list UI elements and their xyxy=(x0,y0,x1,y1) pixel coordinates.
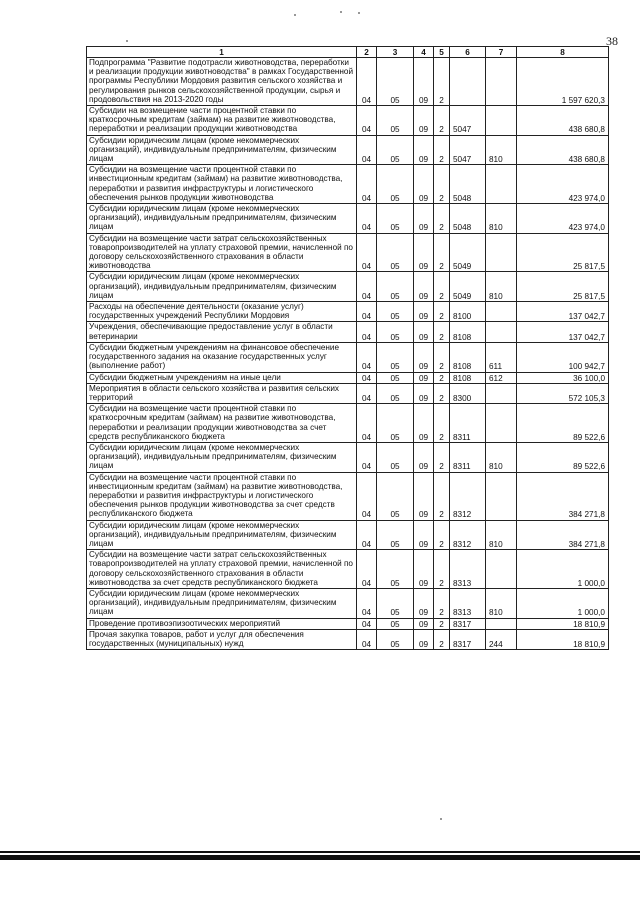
code-cell-c4: 09 xyxy=(414,135,434,165)
code-cell-c7 xyxy=(486,233,517,272)
code-cell-c4: 09 xyxy=(414,629,434,649)
code-cell-c2: 04 xyxy=(357,135,377,165)
code-cell-c7 xyxy=(486,550,517,589)
col-header: 8 xyxy=(517,47,609,58)
code-cell-c3: 05 xyxy=(377,442,414,472)
code-cell-c6: 8313 xyxy=(450,588,486,618)
code-cell-c2: 04 xyxy=(357,106,377,136)
code-cell-c7: 810 xyxy=(486,272,517,302)
table-row xyxy=(87,106,609,136)
row-name: Субсидии юридическим лицам (кроме некоммерческих организаций), индивидуальным предпринимателям, физическим лицам xyxy=(87,135,357,165)
table-row xyxy=(87,233,609,272)
code-cell-c5: 2 xyxy=(434,520,450,550)
code-cell-c2: 04 xyxy=(357,520,377,550)
row-name: Мероприятия в области сельского хозяйства и развития сельских территорий xyxy=(87,383,357,403)
table-row xyxy=(87,520,609,550)
code-cell-c3: 05 xyxy=(377,233,414,272)
code-cell-c6: 8312 xyxy=(450,472,486,520)
row-name: Субсидии на возмещение части процентной ставки по инвестиционным кредитам (займам) на развитие животноводства, переработки и развития инфраструктуры и логистического обеспечения рынков продукции животноводства за счет средств республиканского бюджета xyxy=(87,472,357,520)
code-cell-c3: 05 xyxy=(377,588,414,618)
code-cell-c6: 5047 xyxy=(450,135,486,165)
amount-cell: 36 100,0 xyxy=(517,372,609,383)
code-cell-c3: 05 xyxy=(377,472,414,520)
code-cell-c5: 2 xyxy=(434,233,450,272)
row-name: Субсидии бюджетным учреждениям на финансовое обеспечение государственного задания на оказание государственных услуг (выполнение работ) xyxy=(87,342,357,372)
table-row xyxy=(87,550,609,589)
col-header: 3 xyxy=(377,47,414,58)
code-cell-c6: 8108 xyxy=(450,342,486,372)
code-cell-c6: 8100 xyxy=(450,302,486,322)
row-name: Субсидии юридическим лицам (кроме некоммерческих организаций), индивидуальным предпринимателям, физическим лицам xyxy=(87,520,357,550)
code-cell-c5: 2 xyxy=(434,58,450,106)
code-cell-c5: 2 xyxy=(434,550,450,589)
code-cell-c4: 09 xyxy=(414,588,434,618)
code-cell-c4: 09 xyxy=(414,58,434,106)
code-cell-c7: 810 xyxy=(486,520,517,550)
code-cell-c3: 05 xyxy=(377,106,414,136)
table-row xyxy=(87,404,609,443)
col-header: 2 xyxy=(357,47,377,58)
code-cell-c4: 09 xyxy=(414,442,434,472)
code-cell-c2: 04 xyxy=(357,342,377,372)
amount-cell: 423 974,0 xyxy=(517,165,609,204)
code-cell-c3: 05 xyxy=(377,383,414,403)
code-cell-c7 xyxy=(486,58,517,106)
code-cell-c3: 05 xyxy=(377,135,414,165)
code-cell-c4: 09 xyxy=(414,322,434,342)
code-cell-c7: 810 xyxy=(486,588,517,618)
row-name: Субсидии на возмещение части процентной ставки по краткосрочным кредитам (займам) на развитие животноводства, переработки и реализации продукции животноводства за счет средств республиканского бюджета xyxy=(87,404,357,443)
col-header: 1 xyxy=(87,47,357,58)
code-cell-c6: 5049 xyxy=(450,272,486,302)
code-cell-c2: 04 xyxy=(357,322,377,342)
page-bottom-rule xyxy=(0,851,640,853)
code-cell-c2: 04 xyxy=(357,550,377,589)
code-cell-c3: 05 xyxy=(377,629,414,649)
amount-cell: 572 105,3 xyxy=(517,383,609,403)
code-cell-c2: 04 xyxy=(357,58,377,106)
table-body xyxy=(87,58,609,650)
table-row xyxy=(87,58,609,106)
page-bottom-rule xyxy=(0,855,640,860)
table-row xyxy=(87,618,609,629)
row-name: Субсидии юридическим лицам (кроме некоммерческих организаций), индивидуальным предпринимателям, физическим лицам xyxy=(87,272,357,302)
row-name: Субсидии бюджетным учреждениям на иные цели xyxy=(87,372,357,383)
col-header: 6 xyxy=(450,47,486,58)
code-cell-c2: 04 xyxy=(357,383,377,403)
table-row xyxy=(87,272,609,302)
code-cell-c6: 8317 xyxy=(450,618,486,629)
row-name: Субсидии юридическим лицам (кроме некоммерческих организаций), индивидуальным предпринимателям, физическим лицам xyxy=(87,588,357,618)
code-cell-c3: 05 xyxy=(377,302,414,322)
code-cell-c6: 8108 xyxy=(450,322,486,342)
table-row xyxy=(87,322,609,342)
amount-cell: 18 810,9 xyxy=(517,629,609,649)
amount-cell: 438 680,8 xyxy=(517,135,609,165)
code-cell-c2: 04 xyxy=(357,233,377,272)
amount-cell: 438 680,8 xyxy=(517,106,609,136)
code-cell-c4: 09 xyxy=(414,233,434,272)
code-cell-c7 xyxy=(486,322,517,342)
code-cell-c7: 810 xyxy=(486,135,517,165)
code-cell-c5: 2 xyxy=(434,629,450,649)
code-cell-c5: 2 xyxy=(434,135,450,165)
row-name: Субсидии на возмещение части процентной ставки по инвестиционным кредитам (займам) на развитие животноводства, переработки и развития инфраструктуры и логистического обеспечения рынков продукции животноводства xyxy=(87,165,357,204)
amount-cell: 137 042,7 xyxy=(517,322,609,342)
code-cell-c6: 5048 xyxy=(450,204,486,234)
code-cell-c2: 04 xyxy=(357,165,377,204)
code-cell-c2: 04 xyxy=(357,404,377,443)
code-cell-c5: 2 xyxy=(434,383,450,403)
code-cell-c3: 05 xyxy=(377,204,414,234)
code-cell-c3: 05 xyxy=(377,58,414,106)
amount-cell: 25 817,5 xyxy=(517,272,609,302)
code-cell-c6: 8300 xyxy=(450,383,486,403)
code-cell-c7: 611 xyxy=(486,342,517,372)
amount-cell: 137 042,7 xyxy=(517,302,609,322)
code-cell-c7 xyxy=(486,383,517,403)
code-cell-c4: 09 xyxy=(414,472,434,520)
code-cell-c5: 2 xyxy=(434,165,450,204)
code-cell-c7: 810 xyxy=(486,204,517,234)
code-cell-c2: 04 xyxy=(357,442,377,472)
code-cell-c4: 09 xyxy=(414,342,434,372)
amount-cell: 18 810,9 xyxy=(517,618,609,629)
table-row xyxy=(87,383,609,403)
table-row xyxy=(87,165,609,204)
table-row xyxy=(87,629,609,649)
code-cell-c3: 05 xyxy=(377,618,414,629)
code-cell-c7: 810 xyxy=(486,442,517,472)
code-cell-c2: 04 xyxy=(357,629,377,649)
scan-speck xyxy=(358,12,360,14)
budget-table xyxy=(86,46,609,650)
code-cell-c3: 05 xyxy=(377,550,414,589)
row-name: Субсидии юридическим лицам (кроме некоммерческих организаций), индивидуальным предпринимателям, физическим лицам xyxy=(87,442,357,472)
scan-speck xyxy=(294,14,296,16)
code-cell-c7 xyxy=(486,302,517,322)
code-cell-c6: 8311 xyxy=(450,442,486,472)
code-cell-c4: 09 xyxy=(414,106,434,136)
table-row xyxy=(87,204,609,234)
code-cell-c5: 2 xyxy=(434,442,450,472)
row-name: Прочая закупка товаров, работ и услуг для обеспечения государственных (муниципальных) нужд xyxy=(87,629,357,649)
table-row xyxy=(87,135,609,165)
code-cell-c6: 8312 xyxy=(450,520,486,550)
table-row xyxy=(87,588,609,618)
code-cell-c5: 2 xyxy=(434,588,450,618)
code-cell-c5: 2 xyxy=(434,372,450,383)
code-cell-c7 xyxy=(486,106,517,136)
code-cell-c4: 09 xyxy=(414,520,434,550)
code-cell-c4: 09 xyxy=(414,618,434,629)
code-cell-c6: 5047 xyxy=(450,106,486,136)
code-cell-c5: 2 xyxy=(434,302,450,322)
scan-speck xyxy=(126,40,128,42)
code-cell-c2: 04 xyxy=(357,204,377,234)
code-cell-c7 xyxy=(486,618,517,629)
code-cell-c4: 09 xyxy=(414,383,434,403)
table-row xyxy=(87,472,609,520)
code-cell-c6: 5049 xyxy=(450,233,486,272)
header-row xyxy=(87,47,609,58)
code-cell-c4: 09 xyxy=(414,372,434,383)
code-cell-c3: 05 xyxy=(377,342,414,372)
code-cell-c7: 612 xyxy=(486,372,517,383)
code-cell-c2: 04 xyxy=(357,272,377,302)
code-cell-c7 xyxy=(486,472,517,520)
code-cell-c5: 2 xyxy=(434,204,450,234)
row-name: Учреждения, обеспечивающие предоставление услуг в области ветеринарии xyxy=(87,322,357,342)
code-cell-c6: 8317 xyxy=(450,629,486,649)
code-cell-c4: 09 xyxy=(414,165,434,204)
amount-cell: 100 942,7 xyxy=(517,342,609,372)
table-row xyxy=(87,302,609,322)
amount-cell: 1 000,0 xyxy=(517,550,609,589)
amount-cell: 25 817,5 xyxy=(517,233,609,272)
amount-cell: 384 271,8 xyxy=(517,520,609,550)
code-cell-c4: 09 xyxy=(414,302,434,322)
row-name: Проведение противоэпизоотических мероприятий xyxy=(87,618,357,629)
code-cell-c7: 244 xyxy=(486,629,517,649)
code-cell-c2: 04 xyxy=(357,472,377,520)
row-name: Субсидии юридическим лицам (кроме некоммерческих организаций), индивидуальным предпринимателям, физическим лицам xyxy=(87,204,357,234)
code-cell-c3: 05 xyxy=(377,272,414,302)
scan-speck xyxy=(440,818,442,820)
col-header: 4 xyxy=(414,47,434,58)
scan-speck xyxy=(340,11,342,13)
code-cell-c4: 09 xyxy=(414,204,434,234)
code-cell-c5: 2 xyxy=(434,322,450,342)
code-cell-c3: 05 xyxy=(377,322,414,342)
code-cell-c6: 8108 xyxy=(450,372,486,383)
table-row xyxy=(87,442,609,472)
amount-cell: 384 271,8 xyxy=(517,472,609,520)
code-cell-c5: 2 xyxy=(434,472,450,520)
col-header: 5 xyxy=(434,47,450,58)
code-cell-c4: 09 xyxy=(414,272,434,302)
code-cell-c5: 2 xyxy=(434,106,450,136)
code-cell-c5: 2 xyxy=(434,342,450,372)
row-name: Субсидии на возмещение части затрат сельскохозяйственных товаропроизводителей на уплату страховой премии, начисленной по договору сельскохозяйственного страхования в области животноводства за счет средств республиканского бюджета xyxy=(87,550,357,589)
amount-cell: 423 974,0 xyxy=(517,204,609,234)
code-cell-c3: 05 xyxy=(377,404,414,443)
table-row xyxy=(87,372,609,383)
code-cell-c2: 04 xyxy=(357,302,377,322)
code-cell-c5: 2 xyxy=(434,618,450,629)
row-name: Субсидии на возмещение части процентной ставки по краткосрочным кредитам (займам) на развитие животноводства, переработки и реализации продукции животноводства xyxy=(87,106,357,136)
code-cell-c3: 05 xyxy=(377,165,414,204)
code-cell-c2: 04 xyxy=(357,588,377,618)
code-cell-c6: 5048 xyxy=(450,165,486,204)
amount-cell: 89 522,6 xyxy=(517,404,609,443)
code-cell-c2: 04 xyxy=(357,372,377,383)
code-cell-c5: 2 xyxy=(434,404,450,443)
code-cell-c6: 8313 xyxy=(450,550,486,589)
code-cell-c7 xyxy=(486,404,517,443)
row-name: Расходы на обеспечение деятельности (оказание услуг) государственных учреждений Республики Мордовия xyxy=(87,302,357,322)
page-number: 38 xyxy=(606,34,618,48)
code-cell-c3: 05 xyxy=(377,520,414,550)
code-cell-c4: 09 xyxy=(414,404,434,443)
code-cell-c4: 09 xyxy=(414,550,434,589)
table-row xyxy=(87,342,609,372)
code-cell-c6 xyxy=(450,58,486,106)
code-cell-c3: 05 xyxy=(377,372,414,383)
code-cell-c7 xyxy=(486,165,517,204)
col-header: 7 xyxy=(486,47,517,58)
code-cell-c2: 04 xyxy=(357,618,377,629)
amount-cell: 1 000,0 xyxy=(517,588,609,618)
code-cell-c6: 8311 xyxy=(450,404,486,443)
code-cell-c5: 2 xyxy=(434,272,450,302)
amount-cell: 89 522,6 xyxy=(517,442,609,472)
amount-cell: 1 597 620,3 xyxy=(517,58,609,106)
row-name: Подпрограмма "Развитие подотрасли животноводства, переработки и реализации продукции животноводства" в рамках Государственной программы Республики Мордовия развития сельского хозяйства и регулирования рынков сельскохозяйственной продукции, сырья и продовольствия на 2013-2020 годы xyxy=(87,58,357,106)
row-name: Субсидии на возмещение части затрат сельскохозяйственных товаропроизводителей на уплату страховой премии, начисленной по договору сельскохозяйственного страхования в области животноводства xyxy=(87,233,357,272)
